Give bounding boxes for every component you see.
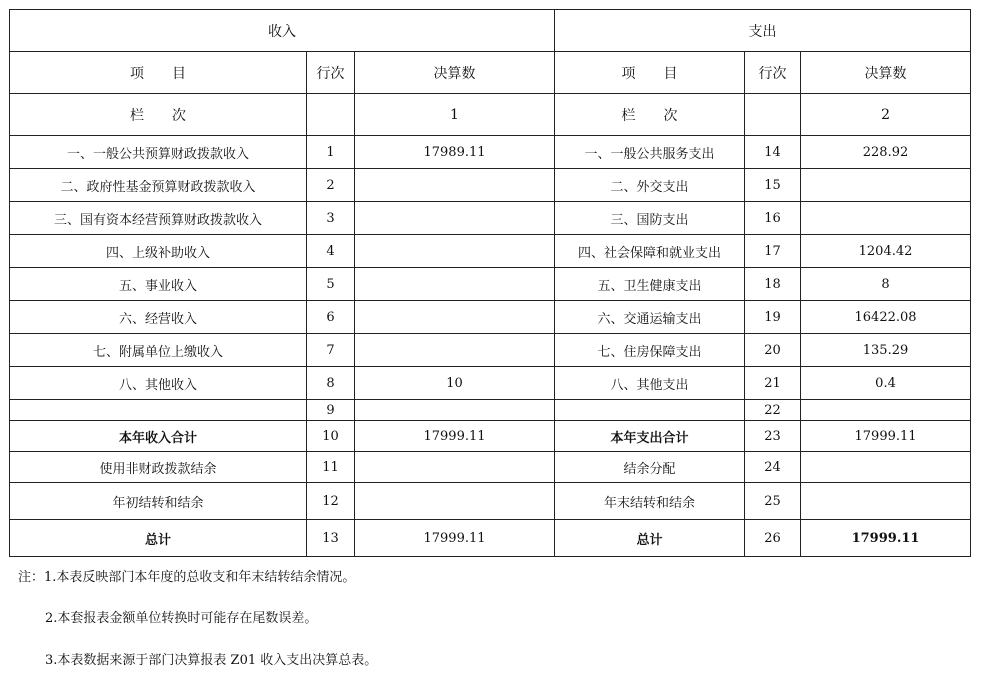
grand-total-row	[10, 520, 971, 557]
expense-rowno: 26	[745, 520, 801, 557]
income-rowno: 12	[307, 483, 355, 520]
blank-row	[10, 400, 971, 421]
expense-colno-label: 栏 次	[555, 94, 745, 136]
expense-amount: 16422.08	[801, 301, 971, 334]
income-grand-total-amount: 17999.11	[355, 520, 555, 557]
table-row	[10, 268, 971, 301]
expense-item: 结余分配	[555, 452, 745, 483]
expense-year-total-amount: 17999.11	[801, 421, 971, 452]
expense-amount	[801, 400, 971, 421]
expense-rowno: 19	[745, 301, 801, 334]
expense-amount	[801, 169, 971, 202]
income-rowno: 13	[307, 520, 355, 557]
expense-item: 八、其他支出	[555, 367, 745, 400]
income-amount	[355, 400, 555, 421]
income-item: 六、经营收入	[10, 301, 307, 334]
income-rowno: 10	[307, 421, 355, 452]
table-row	[10, 202, 971, 235]
income-grand-total-label: 总计	[10, 520, 307, 557]
income-amount	[355, 301, 555, 334]
income-item: 三、国有资本经营预算财政拨款收入	[10, 202, 307, 235]
expense-amount	[801, 202, 971, 235]
income-year-total-label: 本年收入合计	[10, 421, 307, 452]
income-amount	[355, 202, 555, 235]
expense-amount: 8	[801, 268, 971, 301]
income-item: 年初结转和结余	[10, 483, 307, 520]
expense-rowno: 15	[745, 169, 801, 202]
table-row	[10, 452, 971, 483]
income-amount	[355, 452, 555, 483]
income-amount	[355, 268, 555, 301]
income-rowno: 1	[307, 136, 355, 169]
income-section-title: 收入	[10, 10, 555, 52]
expense-colno-value: 2	[801, 94, 971, 136]
note-2: 2.本套报表金额单位转换时可能存在尾数误差。	[45, 611, 318, 626]
expense-rowno: 25	[745, 483, 801, 520]
expense-item: 一、一般公共服务支出	[555, 136, 745, 169]
income-item: 一、一般公共预算财政拨款收入	[10, 136, 307, 169]
income-amount: 17989.11	[355, 136, 555, 169]
income-amount: 10	[355, 367, 555, 400]
income-item-header: 项 目	[10, 52, 307, 94]
expense-year-total-label: 本年支出合计	[555, 421, 745, 452]
table-row	[10, 235, 971, 268]
note-1: 注：1.本表反映部门本年度的总收支和年末结转结余情况。	[18, 570, 356, 585]
table-row	[10, 367, 971, 400]
income-year-total-amount: 17999.11	[355, 421, 555, 452]
expense-item: 四、社会保障和就业支出	[555, 235, 745, 268]
note-3: 3.本表数据来源于部门决算报表 Z01 收入支出决算总表。	[45, 653, 378, 668]
expense-grand-total-amount: 17999.11	[801, 520, 971, 557]
income-rowno: 11	[307, 452, 355, 483]
income-colno-label: 栏 次	[10, 94, 307, 136]
income-rowno: 9	[307, 400, 355, 421]
expense-item: 二、外交支出	[555, 169, 745, 202]
income-amount	[355, 334, 555, 367]
income-rowno: 6	[307, 301, 355, 334]
expense-amount: 228.92	[801, 136, 971, 169]
income-item: 使用非财政拨款结余	[10, 452, 307, 483]
expense-item-header: 项 目	[555, 52, 745, 94]
expense-amount: 135.29	[801, 334, 971, 367]
column-number-row	[10, 94, 971, 136]
table-row	[10, 136, 971, 169]
income-rowno: 8	[307, 367, 355, 400]
income-rowno: 4	[307, 235, 355, 268]
year-total-row	[10, 421, 971, 452]
income-item: 七、附属单位上缴收入	[10, 334, 307, 367]
column-header-row	[10, 52, 971, 94]
expense-rowno: 17	[745, 235, 801, 268]
expense-rowno: 22	[745, 400, 801, 421]
expense-colno-blank	[745, 94, 801, 136]
expense-item: 六、交通运输支出	[555, 301, 745, 334]
income-amount	[355, 235, 555, 268]
expense-item: 三、国防支出	[555, 202, 745, 235]
table-row	[10, 334, 971, 367]
income-item: 四、上级补助收入	[10, 235, 307, 268]
income-item	[10, 400, 307, 421]
expense-item	[555, 400, 745, 421]
income-rowno-header: 行次	[307, 52, 355, 94]
income-rowno: 2	[307, 169, 355, 202]
expense-amount: 0.4	[801, 367, 971, 400]
income-item: 八、其他收入	[10, 367, 307, 400]
income-item: 二、政府性基金预算财政拨款收入	[10, 169, 307, 202]
income-item: 五、事业收入	[10, 268, 307, 301]
expense-item: 年末结转和结余	[555, 483, 745, 520]
income-amount-header: 决算数	[355, 52, 555, 94]
table-row	[10, 483, 971, 520]
expense-amount	[801, 452, 971, 483]
expense-amount-header: 决算数	[801, 52, 971, 94]
income-amount	[355, 169, 555, 202]
expense-rowno: 16	[745, 202, 801, 235]
expense-rowno: 23	[745, 421, 801, 452]
income-rowno: 7	[307, 334, 355, 367]
section-header-row	[10, 10, 971, 52]
expense-grand-total-label: 总计	[555, 520, 745, 557]
expense-amount	[801, 483, 971, 520]
expense-rowno-header: 行次	[745, 52, 801, 94]
income-amount	[355, 483, 555, 520]
expense-section-title: 支出	[555, 10, 971, 52]
income-rowno: 3	[307, 202, 355, 235]
expense-rowno: 18	[745, 268, 801, 301]
income-expense-table	[9, 9, 971, 557]
table-row	[10, 169, 971, 202]
income-rowno: 5	[307, 268, 355, 301]
expense-rowno: 20	[745, 334, 801, 367]
income-colno-blank	[307, 94, 355, 136]
expense-rowno: 24	[745, 452, 801, 483]
expense-amount: 1204.42	[801, 235, 971, 268]
expense-item: 七、住房保障支出	[555, 334, 745, 367]
expense-rowno: 21	[745, 367, 801, 400]
table-row	[10, 301, 971, 334]
expense-item: 五、卫生健康支出	[555, 268, 745, 301]
income-colno-value: 1	[355, 94, 555, 136]
expense-rowno: 14	[745, 136, 801, 169]
